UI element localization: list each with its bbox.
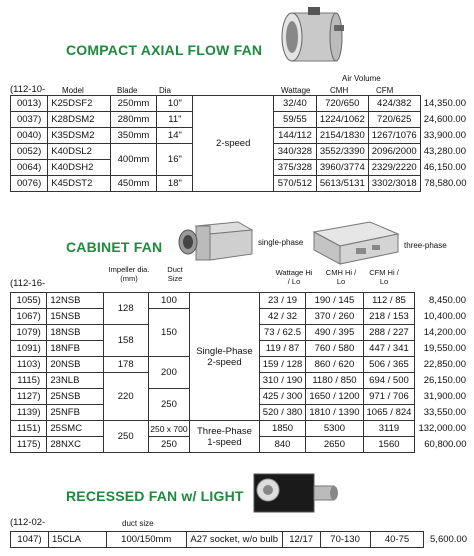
wattage-cell: 73 / 62.5 (259, 325, 306, 341)
cmh-cell: 1810 / 1390 (306, 405, 363, 421)
price-cell: 14,200.00 (423, 327, 466, 338)
cabinet-table (10, 292, 470, 453)
price-cell: 78,580.00 (424, 178, 467, 189)
price-cell: 22,850.00 (423, 359, 466, 370)
cmh-cell: 370 / 260 (306, 309, 363, 325)
axial-header-cmh: CMH (330, 86, 349, 95)
axial-speed-cell: 2-speed (193, 96, 274, 192)
duct-cell: 150 (148, 309, 190, 357)
wattage-cell: 12/17 (282, 532, 320, 548)
axial-fan-image (278, 5, 350, 67)
blade-cell: 400mm (110, 144, 157, 176)
model-cell: 12NSB (47, 293, 103, 309)
product-code: 1127) (11, 389, 47, 405)
product-code: 1055) (11, 293, 47, 309)
recessed-fan-image (232, 472, 342, 514)
recessed-prefix: (112-02- (10, 517, 46, 528)
price-cell: 132,000.00 (418, 423, 466, 434)
wattage-cell: 375/328 (274, 160, 317, 176)
cfm-cell: 720/625 (368, 112, 420, 128)
wattage-cell: 119 / 87 (259, 341, 306, 357)
axial-header-blade: Blade (117, 86, 138, 95)
cmh-cell: 860 / 620 (306, 357, 363, 373)
three-phase-cabinet-fan-image (310, 218, 400, 268)
model-cell: 25NSB (47, 389, 103, 405)
cfm-cell: 2329/2220 (368, 160, 420, 176)
axial-header-wattage: Wattage (281, 86, 311, 95)
axial-prefix: (112-10- (10, 84, 46, 95)
cmh-cell: 1180 / 850 (306, 373, 363, 389)
dia-cell: 14" (157, 128, 193, 144)
price-cell: 19,550.00 (423, 343, 466, 354)
price-cell: 33,900.00 (423, 130, 466, 141)
cabinet-header-cfm: CFM Hi / Lo (369, 268, 399, 286)
model-cell: K40DSL2 (48, 144, 110, 160)
cmh-cell: 5300 (306, 421, 363, 437)
product-code: 1079) (11, 325, 47, 341)
cfm-cell: 1560 (363, 437, 415, 453)
price-cell: 46,150.00 (423, 162, 466, 173)
model-cell: 18NFB (47, 341, 103, 357)
product-code: 1047) (11, 532, 49, 548)
table-row (11, 96, 470, 112)
product-code: 0040) (11, 128, 48, 144)
blade-cell: 280mm (110, 112, 157, 128)
cabinet-header-duct: Duct Size (167, 265, 183, 283)
cmh-cell: 190 / 145 (306, 293, 363, 309)
cfm-cell: 971 / 706 (363, 389, 415, 405)
product-code: 0064) (11, 160, 48, 176)
model-cell: K40DSH2 (48, 160, 110, 176)
cfm-cell: 447 / 341 (363, 341, 415, 357)
axial-section-title: COMPACT AXIAL FLOW FAN (66, 42, 263, 58)
axial-header-dia: Dia (159, 86, 172, 95)
cmh-cell: 1224/1062 (316, 112, 368, 128)
price-cell: 60,800.00 (424, 439, 467, 450)
cmh-cell: 720/650 (316, 96, 368, 112)
model-cell: K25DSF2 (48, 96, 110, 112)
model-cell: 18NSB (47, 325, 103, 341)
wattage-cell: 144/112 (274, 128, 317, 144)
cfm-cell: 112 / 85 (363, 293, 415, 309)
cfm-cell: 424/382 (368, 96, 420, 112)
product-code: 1151) (11, 421, 47, 437)
model-cell: 15CLA (48, 532, 106, 548)
model-cell: K28DSM2 (48, 112, 110, 128)
product-code: 0013) (11, 96, 48, 112)
impeller-cell: 250 (103, 421, 148, 453)
wattage-cell: 42 / 32 (259, 309, 306, 325)
product-code: 0037) (11, 112, 48, 128)
blade-cell: 350mm (110, 128, 157, 144)
three-phase-caption: three-phase (404, 241, 447, 250)
dia-cell: 11" (157, 112, 193, 128)
axial-air-volume-header: Air Volume (342, 74, 381, 83)
product-code: 1067) (11, 309, 47, 325)
cfm-cell: 40-75 (370, 532, 424, 548)
cabinet-header-wattage: Wattage Hi / Lo (275, 268, 313, 286)
socket-cell: A27 socket, w/o bulb (186, 532, 282, 548)
cmh-cell: 5613/5131 (316, 176, 368, 192)
product-code: 1139) (11, 405, 47, 421)
table-row (11, 421, 470, 437)
cfm-cell: 218 / 153 (363, 309, 415, 325)
model-cell: 20NSB (47, 357, 103, 373)
wattage-cell: 32/40 (274, 96, 317, 112)
model-cell: 23NLB (47, 373, 103, 389)
axial-header-model: Model (62, 86, 84, 95)
table-row (11, 293, 470, 309)
duct-cell: 250 (148, 389, 190, 421)
cfm-cell: 3119 (363, 421, 415, 437)
product-code: 1103) (11, 357, 47, 373)
price-cell: 43,280.00 (423, 146, 466, 157)
dia-cell: 18" (157, 176, 193, 192)
wattage-cell: 340/328 (274, 144, 317, 160)
cmh-cell: 760 / 580 (306, 341, 363, 357)
impeller-cell: 178 (103, 357, 148, 373)
product-code: 1175) (11, 437, 47, 453)
cmh-cell: 3552/3390 (316, 144, 368, 160)
wattage-cell: 59/55 (274, 112, 317, 128)
price-cell: 10,400.00 (423, 311, 466, 322)
cabinet-header-cmh: CMH Hi / Lo (325, 268, 357, 286)
product-code: 0052) (11, 144, 48, 160)
price-cell: 33,550.00 (423, 407, 466, 418)
model-cell: 25SMC (47, 421, 103, 437)
duct-cell: 250 x 700 (148, 421, 190, 437)
dia-cell: 16" (157, 144, 193, 176)
wattage-cell: 425 / 300 (259, 389, 306, 405)
model-cell: 15NSB (47, 309, 103, 325)
axial-header-cfm: CFM (376, 86, 394, 95)
cfm-cell: 2096/2000 (368, 144, 420, 160)
recessed-table (10, 531, 470, 548)
cfm-cell: 1267/1076 (368, 128, 420, 144)
wattage-cell: 570/512 (274, 176, 317, 192)
duct-cell: 100/150mm (106, 532, 186, 548)
model-cell: K35DSM2 (48, 128, 110, 144)
price-cell: 14,350.00 (423, 98, 466, 109)
duct-cell: 250 (148, 437, 190, 453)
table-row (11, 532, 471, 548)
cmh-cell: 2650 (306, 437, 363, 453)
wattage-cell: 159 / 128 (259, 357, 306, 373)
impeller-cell: 128 (103, 293, 148, 325)
product-code: 1091) (11, 341, 47, 357)
wattage-cell: 310 / 190 (259, 373, 306, 389)
wattage-cell: 23 / 19 (259, 293, 306, 309)
blade-cell: 250mm (110, 96, 157, 112)
price-cell: 31,900.00 (423, 391, 466, 402)
impeller-cell: 158 (103, 325, 148, 357)
price-cell: 26,150.00 (423, 375, 466, 386)
single-phase-caption: single-phase (258, 238, 304, 247)
dia-cell: 10" (157, 96, 193, 112)
single-phase-label-cell: Single-Phase 2-speed (190, 293, 259, 421)
single-phase-cabinet-fan-image (178, 218, 253, 262)
price-cell: 8,450.00 (429, 295, 466, 306)
cfm-cell: 694 / 500 (363, 373, 415, 389)
recessed-duct-header: duct size (122, 519, 154, 528)
cmh-cell: 490 / 395 (306, 325, 363, 341)
model-cell: 25NFB (47, 405, 103, 421)
model-cell: 28NXC (47, 437, 103, 453)
cabinet-prefix: (112-16- (10, 278, 46, 289)
blade-cell: 450mm (110, 176, 157, 192)
cabinet-section-title: CABINET FAN (66, 239, 163, 255)
product-code: 0076) (11, 176, 48, 192)
wattage-cell: 1850 (259, 421, 306, 437)
wattage-cell: 520 / 380 (259, 405, 306, 421)
three-phase-label-cell: Three-Phase 1-speed (190, 421, 259, 453)
duct-cell: 100 (148, 293, 190, 309)
cfm-cell: 288 / 227 (363, 325, 415, 341)
axial-table (10, 95, 470, 192)
cmh-cell: 2154/1830 (316, 128, 368, 144)
cmh-cell: 3960/3774 (316, 160, 368, 176)
cfm-cell: 3302/3018 (368, 176, 420, 192)
impeller-cell: 220 (103, 373, 148, 421)
cfm-cell: 1065 / 824 (363, 405, 415, 421)
cabinet-header-impeller: Impeller dia. (mm) (108, 265, 150, 283)
cmh-cell: 1650 / 1200 (306, 389, 363, 405)
price-cell: 5,600.00 (430, 534, 467, 545)
price-cell: 24,600.00 (423, 114, 466, 125)
wattage-cell: 840 (259, 437, 306, 453)
cfm-cell: 506 / 365 (363, 357, 415, 373)
model-cell: K45DST2 (48, 176, 110, 192)
cmh-cell: 70-130 (320, 532, 370, 548)
recessed-section-title: RECESSED FAN w/ LIGHT (66, 488, 244, 504)
product-code: 1115) (11, 373, 47, 389)
duct-cell: 200 (148, 357, 190, 389)
